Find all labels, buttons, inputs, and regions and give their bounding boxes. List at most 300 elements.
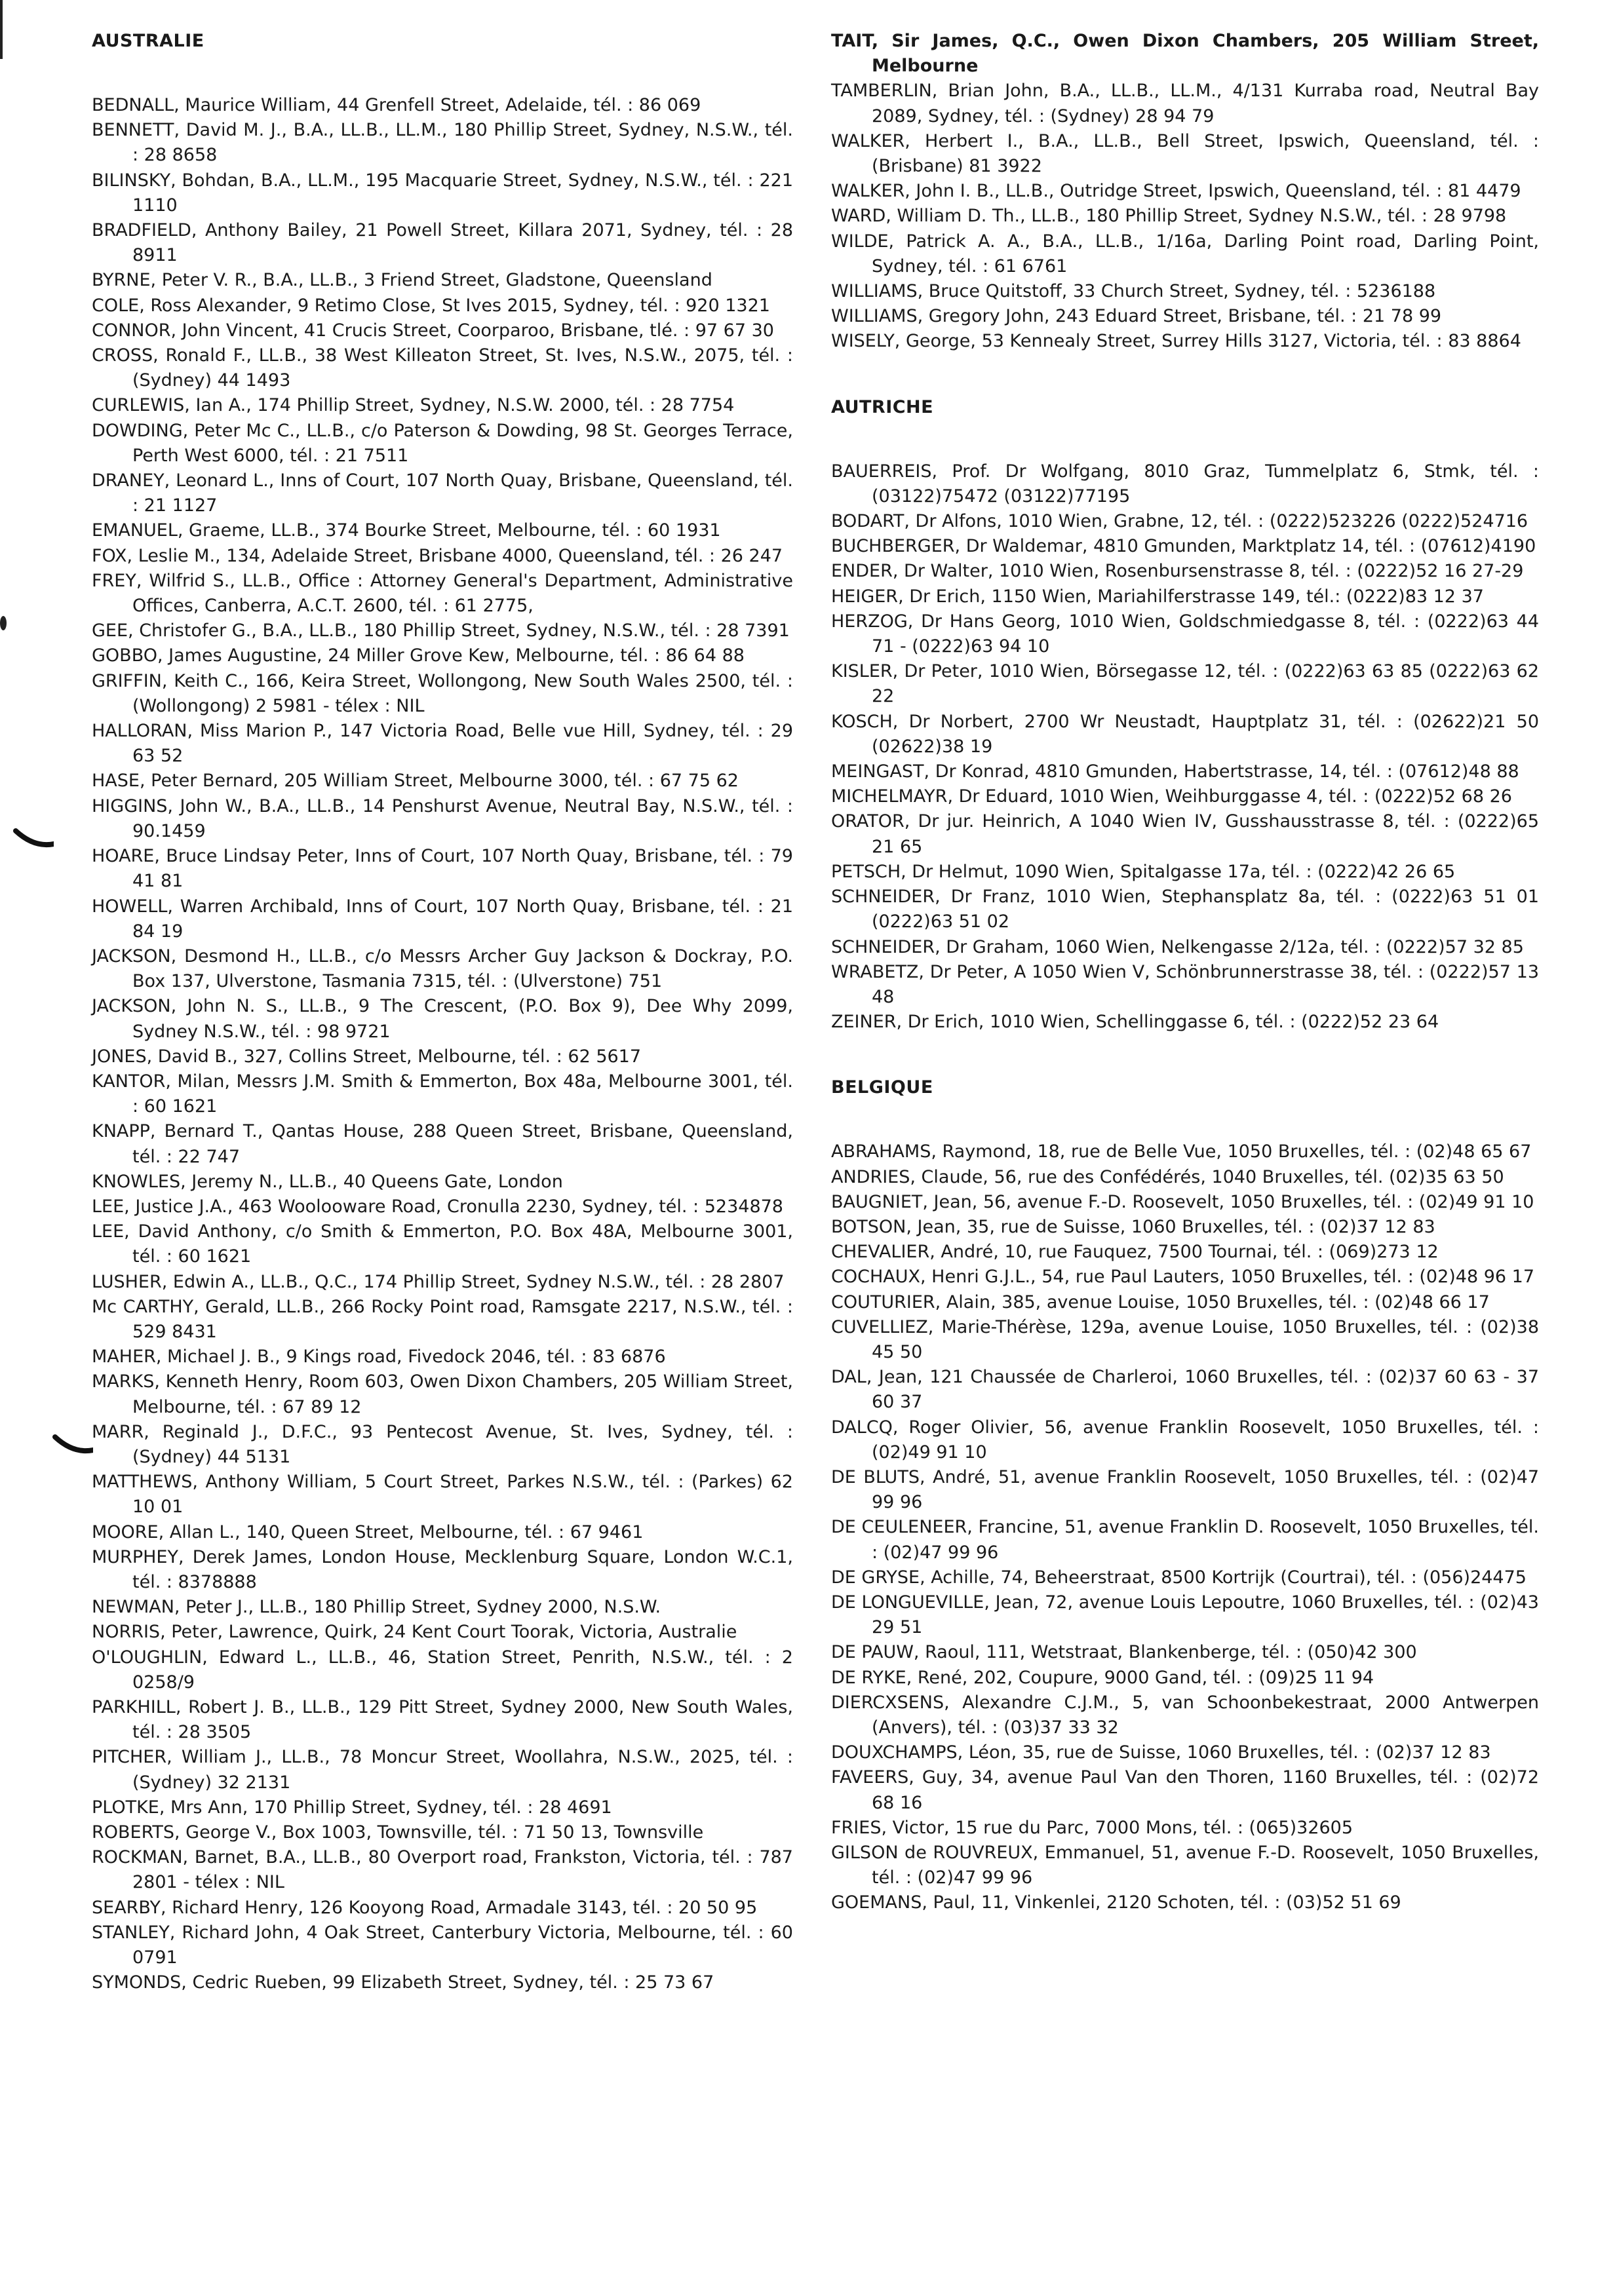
entry-details: 4 Oak Street, Canterbury Victoria, Melbourne, tél. : 60 0791	[132, 1922, 793, 1968]
directory-entry	[92, 1745, 793, 1795]
entry-name: SCHNEIDER, Dr Franz,	[831, 887, 1036, 908]
directory-entry	[831, 1165, 1539, 1190]
directory-entry	[92, 343, 793, 393]
directory-entry	[831, 935, 1539, 960]
directory-entry	[831, 79, 1539, 128]
entry-details: LL.B., Office : Attorney General's Department, Administrative Offices, Canberra, A.C.T. 2600, tél. : 61 2775,	[132, 570, 793, 617]
entry-name: O'LOUGHLIN, Edward L.,	[92, 1647, 317, 1668]
entry-name: DE CEULENEER, Francine,	[831, 1517, 1059, 1538]
entry-name: MOORE, Allan L.,	[92, 1521, 241, 1542]
entry-name: BUCHBERGER, Dr Waldemar,	[831, 536, 1088, 557]
directory-entry	[92, 419, 793, 469]
entry-details: LL.B., c/o Paterson & Dowding, 98 St. Georges Terrace, Perth West 6000, tél. : 21 7511	[132, 420, 793, 466]
entry-details: 99 Elizabeth Street, Sydney, tél. : 25 73 67	[332, 1972, 714, 1993]
directory-entry	[831, 1841, 1539, 1890]
entry-details: 5 Court Street, Parkes N.S.W., tél. : (Parkes) 62 10 01	[132, 1472, 793, 1518]
entry-details: B.A., LL.B., 180 Phillip Street, Sydney, N.S.W., tél. : 28 7391	[262, 621, 790, 641]
entry-name: DE LONGUEVILLE, Jean,	[831, 1592, 1040, 1613]
entry-details: 205 William Street, Melbourne 3000, tél. : 67 75 62	[284, 771, 739, 792]
section-heading-australie: AUSTRALIE	[92, 31, 204, 51]
directory-entry	[831, 1515, 1539, 1565]
directory-entry	[92, 1195, 793, 1219]
entry-details: 170 Phillip Street, Sydney, tél. : 28 4691	[253, 1797, 612, 1818]
entry-list-australie-continued	[831, 29, 1539, 354]
directory-entry	[92, 1170, 793, 1195]
entry-details: 44 Grenfell Street, Adelaide, tél. : 86 069	[337, 95, 701, 115]
entry-details: 1150 Wien, Mariahilferstrasse 149, tél.: (0222)83 12 37	[991, 586, 1484, 607]
entry-details: B.A., LL.B., LL.M., 4/131 Kurraba road, Neutral Bay 2089, Sydney, tél. : (Sydney) 28 94 79	[872, 81, 1540, 126]
directory-entry	[92, 518, 793, 543]
directory-entry	[92, 944, 793, 994]
entry-details: 9 Kings road, Fivedock 2046, tél. : 83 6876	[286, 1347, 666, 1368]
directory-entry	[831, 1691, 1539, 1740]
scan-bracket-mark	[47, 1430, 93, 1463]
directory-entry	[831, 885, 1539, 934]
directory-entry	[831, 1765, 1539, 1815]
entry-details: 35, rue de Suisse, 1060 Bruxelles, tél. : (02)37 12 83	[1022, 1742, 1491, 1763]
directory-entry	[831, 1190, 1539, 1215]
entry-name: CROSS, Ronald F.,	[92, 345, 252, 366]
entry-name: LEE, Justice J.A.,	[92, 1196, 233, 1217]
entry-name: ANDRIES, Claude,	[831, 1166, 988, 1187]
entry-name: WALKER, Herbert I.,	[831, 130, 1024, 151]
entry-details: 4810 Gmunden, Marktplatz 14, tél. : (07612)4190	[1093, 536, 1536, 557]
directory-entry	[831, 534, 1539, 559]
entry-list-australie	[92, 93, 793, 1995]
entry-details: 5, van Schoonbekestraat, 2000 Antwerpen (Anvers), tél. : (03)37 33 32	[872, 1692, 1539, 1738]
directory-entry	[831, 584, 1539, 609]
entry-name: FOX, Leslie M.,	[92, 545, 221, 566]
directory-entry	[92, 1595, 793, 1620]
entry-details: 35, rue de Suisse, 1060 Bruxelles, tél. : (02)37 12 83	[966, 1216, 1435, 1237]
entry-details: 34, avenue Paul Van den Thoren, 1160 Bruxelles, tél. : (02)72 68 16	[872, 1767, 1539, 1813]
entry-details: 21 Powell Street, Killara 2071, Sydney, tél. : 28 8911	[132, 220, 793, 266]
directory-entry	[831, 179, 1539, 204]
scan-bracket-mark	[8, 824, 54, 857]
directory-entry	[831, 304, 1539, 329]
entry-details: 18, rue de Belle Vue, 1050 Bruxelles, tél. : (02)48 65 67	[1037, 1141, 1532, 1162]
entry-name: EMANUEL, Graeme,	[92, 520, 265, 541]
directory-entry	[831, 1139, 1539, 1164]
entry-details: 1010 Wien, Weihburggasse 4, tél. : (0222)52 68 26	[1059, 786, 1512, 807]
entry-details: 11, Vinkenlei, 2120 Schoten, tél. : (03)52 51 69	[981, 1892, 1401, 1913]
entry-details: A 1040 Wien IV, Gusshausstrasse 8, tél. : (0222)65 21 65	[872, 811, 1539, 857]
entry-list-belgique	[831, 1139, 1539, 1915]
directory-entry	[92, 268, 793, 293]
directory-entry	[831, 809, 1539, 859]
directory-entry	[92, 1119, 793, 1169]
directory-entry	[92, 1970, 793, 1995]
entry-name: JACKSON, Desmond H.,	[92, 946, 301, 966]
entry-name: ENDER, Dr Walter,	[831, 561, 994, 582]
entry-name: MARKS, Kenneth Henry,	[92, 1371, 303, 1392]
directory-entry	[831, 129, 1539, 179]
entry-details: 2700 Wr Neustadt, Hauptplatz 31, tél. : (02622)21 50 (02622)38 19	[872, 711, 1539, 757]
directory-entry	[92, 1069, 793, 1119]
entry-details: B.A., LL.B., 1/16a, Darling Point road, Darling Point, Sydney, tél. : 61 6761	[872, 231, 1540, 277]
entry-name: COCHAUX, Henri G.J.L.,	[831, 1267, 1036, 1288]
entry-name: DE RYKE, René,	[831, 1667, 968, 1688]
directory-entry	[92, 1620, 793, 1645]
directory-entry	[831, 759, 1539, 784]
entry-name: ZEINER, Dr Erich,	[831, 1012, 984, 1033]
directory-entry	[92, 669, 793, 719]
entry-name: DIERCXSENS, Alexandre C.J.M.,	[831, 1692, 1119, 1713]
entry-details: 147 Victoria Road, Belle vue Hill, Sydney, tél. : 29 63 52	[132, 721, 794, 767]
entry-details: LL.B., 180 Phillip Street, Sydney 2000, N.S.W.	[259, 1597, 661, 1618]
entry-name: WISELY, George,	[831, 331, 976, 352]
directory-entry	[92, 1044, 793, 1069]
directory-entry	[831, 1666, 1539, 1691]
entry-name: HERZOG, Dr Hans Georg,	[831, 611, 1061, 632]
directory-entry	[831, 229, 1539, 279]
entry-details: B.A., LL.B., LL.M., 180 Phillip Street, Sydney, N.S.W., tél. : 28 8658	[132, 120, 793, 166]
directory-entry	[831, 329, 1539, 354]
entry-details: Qantas House, 288 Queen Street, Brisbane, Queensland, tél. : 22 747	[132, 1121, 793, 1167]
entry-details: 1060 Wien, Nelkengasse 2/12a, tél. : (0222)57 32 85	[1055, 936, 1524, 957]
entry-name: FRIES, Victor,	[831, 1817, 950, 1838]
entry-name: BYRNE, Peter V. R.,	[92, 270, 258, 291]
entry-details: 56, avenue Franklin Roosevelt, 1050 Bruxelles, tél. : (02)49 91 10	[872, 1417, 1539, 1463]
directory-entry	[92, 168, 793, 218]
entry-name: COLE, Ross Alexander,	[92, 295, 292, 316]
entry-details: 53 Kennealy Street, Surrey Hills 3127, Victoria, tél. : 83 8864	[981, 331, 1521, 352]
directory-entry	[92, 1219, 793, 1269]
entry-name: PLOTKE, Mrs Ann,	[92, 1797, 248, 1818]
entry-name: CHEVALIER, André,	[831, 1242, 999, 1263]
entry-details: LL.B., 129 Pitt Street, Sydney 2000, New South Wales, tél. : 28 3505	[132, 1697, 793, 1743]
directory-entry	[831, 459, 1539, 509]
entry-details: 1010 Wien, Schellinggasse 6, tél. : (0222)52 23 64	[989, 1012, 1439, 1033]
directory-entry	[92, 643, 793, 668]
entry-details: 126 Kooyong Road, Armadale 3143, tél. : 20 50 95	[309, 1897, 758, 1918]
entry-name: NEWMAN, Peter J.,	[92, 1597, 254, 1618]
entry-details: Inns of Court, 107 North Quay, Brisbane, tél. : 21 84 19	[132, 896, 794, 942]
entry-details: c/o Smith & Emmerton, P.O. Box 48A, Melbourne 3001, tél. : 60 1621	[132, 1221, 794, 1267]
directory-entry	[92, 1369, 793, 1419]
entry-name: Mc CARTHY, Gerald,	[92, 1296, 270, 1317]
entry-details: 74, Beheerstraat, 8500 Kortrijk (Courtrai), tél. : (056)24475	[1000, 1567, 1527, 1588]
directory-entry	[92, 1545, 793, 1595]
directory-entry	[92, 1345, 793, 1369]
entry-name: KANTOR, Milan,	[92, 1071, 230, 1092]
entry-name: FREY, Wilfrid S.,	[92, 570, 235, 591]
entry-details: 243 Eduard Street, Brisbane, tél. : 21 78 99	[1055, 306, 1442, 327]
directory-entry	[831, 1265, 1539, 1290]
directory-entry	[92, 544, 793, 569]
directory-entry	[92, 318, 793, 343]
entry-details: 51, avenue Franklin D. Roosevelt, 1050 Bruxelles, tél. : (02)47 99 96	[872, 1517, 1539, 1563]
entry-name: GEE, Christofer G.,	[92, 621, 257, 641]
entry-details: 1090 Wien, Spitalgasse 17a, tél. : (0222)42 26 65	[1014, 861, 1456, 882]
entry-name: DE BLUTS, André,	[831, 1466, 991, 1487]
entry-name: PARKHILL, Robert J. B.,	[92, 1697, 296, 1717]
entry-name: SEARBY, Richard Henry,	[92, 1897, 303, 1918]
directory-entry	[831, 1415, 1539, 1465]
entry-name: WARD, William D. Th.,	[831, 206, 1026, 227]
entry-details: 121 Chaussée de Charleroi, 1060 Bruxelles, tél. : (02)37 60 63 - 37 60 37	[872, 1367, 1539, 1413]
entry-name: ORATOR, Dr jur. Heinrich,	[831, 811, 1062, 832]
directory-entry	[92, 93, 793, 118]
directory-entry	[92, 844, 793, 894]
entry-name: CURLEWIS, Ian A.,	[92, 395, 252, 416]
entry-details: Messrs J.M. Smith & Emmerton, Box 48a, Melbourne 3001, tél. : 60 1621	[132, 1071, 793, 1117]
entry-name: DE GRYSE, Achille,	[831, 1567, 995, 1588]
right-column	[831, 29, 1539, 1916]
entry-details: 54, rue Paul Lauters, 1050 Bruxelles, tél. : (02)48 96 17	[1041, 1267, 1535, 1288]
entry-details: B.A., LL.B., 80 Overport road, Frankston, Victoria, tél. : 787 2801 - télex : NIL	[132, 1847, 793, 1893]
entry-name: DAL, Jean,	[831, 1367, 923, 1388]
directory-entry	[92, 1645, 793, 1695]
entry-details: 327, Collins Street, Melbourne, tél. : 62 5617	[243, 1046, 642, 1067]
entry-name: HALLORAN, Miss Marion P.,	[92, 721, 333, 742]
entry-name: DOUXCHAMPS, Léon,	[831, 1742, 1017, 1763]
entry-name: CONNOR, John Vincent,	[92, 320, 299, 341]
entry-details: LL.B., Q.C., 174 Phillip Street, Sydney N.S.W., tél. : 28 2807	[260, 1271, 785, 1292]
entry-details: B.A., LL.B., 14 Penshurst Avenue, Neutral Bay, N.S.W., tél. : 90.1459	[132, 795, 793, 841]
entry-details: 202, Coupure, 9000 Gand, tél. : (09)25 11 94	[973, 1667, 1374, 1688]
directory-entry	[831, 1365, 1539, 1415]
entry-details: 1010 Wien, Rosenbursenstrasse 8, tél. : (0222)52 16 27-29	[999, 561, 1524, 582]
entry-name: MICHELMAYR, Dr Eduard,	[831, 786, 1054, 807]
directory-entry	[92, 1295, 793, 1345]
directory-entry	[92, 118, 793, 168]
directory-entry	[831, 509, 1539, 534]
entry-name: SCHNEIDER, Dr Graham,	[831, 936, 1049, 957]
directory-entry	[831, 1465, 1539, 1515]
entry-name: GILSON de ROUVREUX, Emmanuel,	[831, 1843, 1145, 1863]
entry-name: MARR, Reginald J.,	[92, 1421, 269, 1442]
entry-details: London House, Mecklenburg Square, London W.C.1, tél. : 8378888	[132, 1546, 793, 1592]
entry-details: B.A., LL.B., Bell Street, Ipswich, Queensland, tél. : (Brisbane) 81 3922	[872, 130, 1539, 177]
entry-details: A 1050 Wien V, Schönbrunnerstrasse 38, tél. : (0222)57 13 48	[872, 961, 1539, 1007]
entry-details: LL.B., 46, Station Street, Penrith, N.S.W., tél. : 2 0258/9	[132, 1647, 793, 1693]
entry-name: HASE, Peter Bernard,	[92, 771, 279, 792]
entry-details: LL.B., 40 Queens Gate, London	[288, 1171, 563, 1192]
entry-details: 129a, avenue Louise, 1050 Bruxelles, tél. : (02)38 45 50	[872, 1316, 1539, 1362]
entry-name: DRANEY, Leonard L.,	[92, 470, 275, 491]
entry-details: 10, rue Fauquez, 7500 Tournai, tél. : (069)273 12	[1004, 1242, 1439, 1263]
directory-entry	[831, 1315, 1539, 1365]
entry-details: LL.B., c/o Messrs Archer Guy Jackson & Dockray, P.O. Box 137, Ulverstone, Tasmania 7315, tél. : (Ulverstone) 751	[132, 946, 793, 992]
entry-name: GRIFFIN, Keith C.,	[92, 670, 249, 691]
entry-details: LL.B., Outridge Street, Ipswich, Queensland, tél. : 81 4479	[1005, 181, 1521, 202]
entry-name: BENNETT, David M. J.,	[92, 120, 287, 141]
section-heading-autriche: AUTRICHE	[831, 396, 934, 417]
entry-name: BAUERREIS, Prof. Dr Wolfgang,	[831, 461, 1130, 482]
directory-entry	[92, 1845, 793, 1895]
entry-details: 51, avenue Franklin Roosevelt, 1050 Bruxelles, tél. : (02)47 99 96	[872, 1466, 1539, 1513]
entry-details: 1010 Wien, Stephansplatz 8a, tél. : (0222)63 51 01 (0222)63 51 02	[872, 887, 1540, 932]
directory-entry	[831, 710, 1539, 759]
entry-details: 111, Wetstraat, Blankenberge, tél. : (050)42 300	[986, 1642, 1417, 1663]
directory-entry	[831, 559, 1539, 584]
entry-name: DALCQ, Roger Olivier,	[831, 1417, 1034, 1438]
scan-edge-mark	[0, 0, 3, 59]
entry-name: KOSCH, Dr Norbert,	[831, 711, 1014, 732]
entry-list-autriche	[831, 459, 1539, 1035]
directory-entry	[831, 1215, 1539, 1240]
entry-name: JACKSON, John N. S.,	[92, 996, 288, 1017]
entry-details: LL.B., 38 West Killeaton Street, St. Ives, N.S.W., 2075, tél. : (Sydney) 44 1493	[132, 345, 793, 391]
entry-details: 174 Phillip Street, Sydney, N.S.W. 2000, tél. : 28 7754	[257, 395, 735, 416]
entry-name: MURPHEY, Derek James,	[92, 1546, 313, 1567]
entry-name: BEDNALL, Maurice William,	[92, 95, 332, 115]
section-heading-belgique: BELGIQUE	[831, 1077, 933, 1098]
entry-name: HOWELL, Warren Archibald,	[92, 896, 340, 917]
entry-name: HEIGER, Dr Erich,	[831, 586, 986, 607]
entry-name: WILLIAMS, Gregory John,	[831, 306, 1050, 327]
entry-details: D.F.C., 93 Pentecost Avenue, St. Ives, Sydney, tél. : (Sydney) 44 5131	[132, 1421, 793, 1467]
directory-entry	[92, 1820, 793, 1845]
directory-entry	[831, 1890, 1539, 1915]
entry-details: B.A., LL.B., 3 Friend Street, Gladstone, Queensland	[263, 270, 712, 291]
entry-details: Inns of Court, 107 North Quay, Brisbane, Queensland, tél. : 21 1127	[132, 470, 793, 516]
entry-name: BAUGNIET, Jean,	[831, 1191, 978, 1212]
directory-entry	[92, 569, 793, 619]
directory-entry	[92, 1896, 793, 1921]
entry-details: 24 Kent Court Toorak, Victoria, Australie	[383, 1622, 737, 1643]
entry-name: TAMBERLIN, Brian John,	[831, 81, 1049, 102]
entry-details: 4810 Gmunden, Habertstrasse, 14, tél. : (07612)48 88	[1035, 761, 1519, 782]
directory-entry	[831, 1740, 1539, 1765]
entry-name: GOEMANS, Paul,	[831, 1892, 976, 1913]
entry-name: MATTHEWS, Anthony William,	[92, 1472, 358, 1493]
entry-name: ROBERTS, George V.,	[92, 1822, 277, 1843]
entry-details: B.A., LL.M., 195 Macquarie Street, Sydney, N.S.W., tél. : 221 1110	[132, 170, 793, 216]
entry-details: 8010 Graz, Tummelplatz 6, Stmk, tél. : (03122)75472 (03122)77195	[872, 461, 1539, 507]
directory-entry	[92, 1520, 793, 1545]
entry-name: TAIT, Sir James,	[831, 31, 999, 51]
directory-entry	[831, 1565, 1539, 1590]
entry-details: 56, avenue F.-D. Roosevelt, 1050 Bruxelles, tél. : (02)49 91 10	[983, 1191, 1534, 1212]
entry-details: 41 Crucis Street, Coorparoo, Brisbane, tlé. : 97 67 30	[303, 320, 774, 341]
entry-name: KISLER, Dr Peter,	[831, 661, 983, 682]
entry-details: 9 Retimo Close, St Ives 2015, Sydney, tél. : 920 1321	[297, 295, 770, 316]
directory-entry	[831, 860, 1539, 885]
entry-name: WALKER, John I. B.,	[831, 181, 1000, 202]
directory-entry	[92, 994, 793, 1044]
entry-name: FAVEERS, Guy,	[831, 1767, 963, 1788]
entry-details: 1010 Wien, Börsegasse 12, tél. : (0222)63 63 85 (0222)63 62 22	[872, 661, 1540, 707]
entry-name: LUSHER, Edwin A.,	[92, 1271, 255, 1292]
entry-name: WILLIAMS, Bruce Quitstoff,	[831, 281, 1068, 302]
entry-details: 385, avenue Louise, 1050 Bruxelles, tél. : (02)48 66 17	[1002, 1292, 1490, 1312]
entry-name: DOWDING, Peter Mc C.,	[92, 420, 301, 441]
directory-entry	[92, 1921, 793, 1970]
entry-details: LL.B., 9 The Crescent, (P.O. Box 9), Dee Why 2099, Sydney N.S.W., tél. : 98 9721	[132, 996, 794, 1042]
entry-details: Q.C., Owen Dixon Chambers, 205 William Street, Melbourne	[872, 31, 1539, 77]
directory-entry	[92, 794, 793, 844]
directory-entry	[92, 218, 793, 268]
directory-entry	[831, 659, 1539, 709]
entry-name: LEE, David Anthony,	[92, 1221, 277, 1242]
entry-name: MEINGAST, Dr Konrad,	[831, 761, 1030, 782]
entry-name: NORRIS, Peter, Lawrence, Quirk,	[92, 1622, 378, 1643]
entry-name: BOTSON, Jean,	[831, 1216, 962, 1237]
entry-name: DE PAUW, Raoul,	[831, 1642, 981, 1663]
entry-name: ABRAHAMS, Raymond,	[831, 1141, 1032, 1162]
entry-details: 166, Keira Street, Wollongong, New South Wales 2500, tél. : (Wollongong) 2 5981 - télex : NIL	[132, 670, 793, 716]
directory-entry	[92, 393, 793, 418]
entry-name: KNAPP, Bernard T.,	[92, 1121, 263, 1142]
directory-entry	[92, 1795, 793, 1820]
directory-entry	[92, 1270, 793, 1295]
directory-entry	[831, 784, 1539, 809]
entry-name: BRADFIELD, Anthony Bailey,	[92, 220, 347, 241]
directory-entry	[92, 469, 793, 518]
directory-entry	[831, 609, 1539, 659]
entry-details: Inns of Court, 107 North Quay, Brisbane, tél. : 79 41 81	[132, 846, 793, 892]
entry-details: LL.B., 78 Moncur Street, Woollahra, N.S.W., 2025, tél. : (Sydney) 32 2131	[132, 1747, 793, 1793]
directory-entry	[831, 1290, 1539, 1315]
directory-entry	[831, 1240, 1539, 1265]
entry-details: Room 603, Owen Dixon Chambers, 205 William Street, Melbourne, tél. : 67 89 12	[132, 1371, 794, 1417]
directory-entry	[831, 29, 1539, 79]
entry-name: SYMONDS, Cedric Rueben,	[92, 1972, 327, 1993]
directory-entry	[831, 204, 1539, 229]
scan-punch-mark	[0, 616, 7, 630]
entry-name: PITCHER, William J.,	[92, 1747, 273, 1768]
entry-name: MAHER, Michael J. B.,	[92, 1347, 281, 1368]
entry-name: HOARE, Bruce Lindsay Peter,	[92, 846, 349, 867]
entry-name: CUVELLIEZ, Marie-Thérèse,	[831, 1316, 1072, 1337]
entry-details: Box 1003, Townsville, tél. : 71 50 13, Townsville	[282, 1822, 704, 1843]
directory-entry	[831, 279, 1539, 304]
entry-details: LL.B., 266 Rocky Point road, Ramsgate 2217, N.S.W., tél. : 529 8431	[132, 1296, 794, 1342]
entry-details: 134, Adelaide Street, Brisbane 4000, Queensland, tél. : 26 247	[226, 545, 783, 566]
entry-name: BODART, Dr Alfons,	[831, 511, 1002, 532]
entry-details: 56, rue des Confédérés, 1040 Bruxelles, tél. (02)35 63 50	[994, 1166, 1504, 1187]
directory-entry	[92, 619, 793, 643]
entry-details: 140, Queen Street, Melbourne, tél. : 67 9461	[246, 1521, 644, 1542]
directory-entry	[831, 960, 1539, 1010]
directory-entry	[831, 1640, 1539, 1665]
entry-details: LL.B., 374 Bourke Street, Melbourne, tél. : 60 1931	[271, 520, 721, 541]
entry-name: WILDE, Patrick A. A.,	[831, 231, 1031, 252]
entry-details: 51, avenue F.-D. Roosevelt, 1050 Bruxelles, tél. : (02)47 99 96	[872, 1843, 1539, 1888]
directory-entry	[831, 1590, 1539, 1640]
entry-name: KNOWLES, Jeremy N.,	[92, 1171, 284, 1192]
entry-name: COUTURIER, Alain,	[831, 1292, 996, 1312]
directory-entry	[92, 769, 793, 794]
entry-details: 463 Woolooware Road, Cronulla 2230, Sydney, tél. : 5234878	[238, 1196, 783, 1217]
left-column	[92, 29, 793, 1995]
entry-name: ROCKMAN, Barnet,	[92, 1847, 260, 1868]
entry-name: HIGGINS, John W.,	[92, 795, 252, 816]
directory-entry	[92, 1695, 793, 1745]
directory-entry	[92, 294, 793, 318]
entry-details: LL.B., 180 Phillip Street, Sydney N.S.W., tél. : 28 9798	[1031, 206, 1507, 227]
directory-entry	[831, 1816, 1539, 1841]
entry-name: JONES, David B.,	[92, 1046, 239, 1067]
entry-details: 15 rue du Parc, 7000 Mons, tél. : (065)32605	[955, 1817, 1353, 1838]
entry-details: 72, avenue Louis Lepoutre, 1060 Bruxelles, tél. : (02)43 29 51	[872, 1592, 1539, 1638]
directory-entry	[92, 1470, 793, 1520]
entry-name: PETSCH, Dr Helmut,	[831, 861, 1009, 882]
entry-details: 1010 Wien, Grabne, 12, tél. : (0222)523226 (0222)524716	[1007, 511, 1528, 532]
entry-name: BILINSKY, Bohdan,	[92, 170, 256, 191]
directory-entry	[831, 1010, 1539, 1035]
entry-details: 1010 Wien, Goldschmiedgasse 8, tél. : (0222)63 44 71 - (0222)63 94 10	[872, 611, 1540, 657]
directory-entry	[92, 894, 793, 944]
entry-details: 33 Church Street, Sydney, tél. : 5236188	[1072, 281, 1436, 302]
entry-name: STANLEY, Richard John,	[92, 1922, 300, 1943]
directory-entry	[92, 1420, 793, 1470]
directory-entry	[92, 719, 793, 769]
entry-details: 24 Miller Grove Kew, Melbourne, tél. : 86 64 88	[328, 645, 745, 666]
entry-name: WRABETZ, Dr Peter,	[831, 961, 1009, 982]
